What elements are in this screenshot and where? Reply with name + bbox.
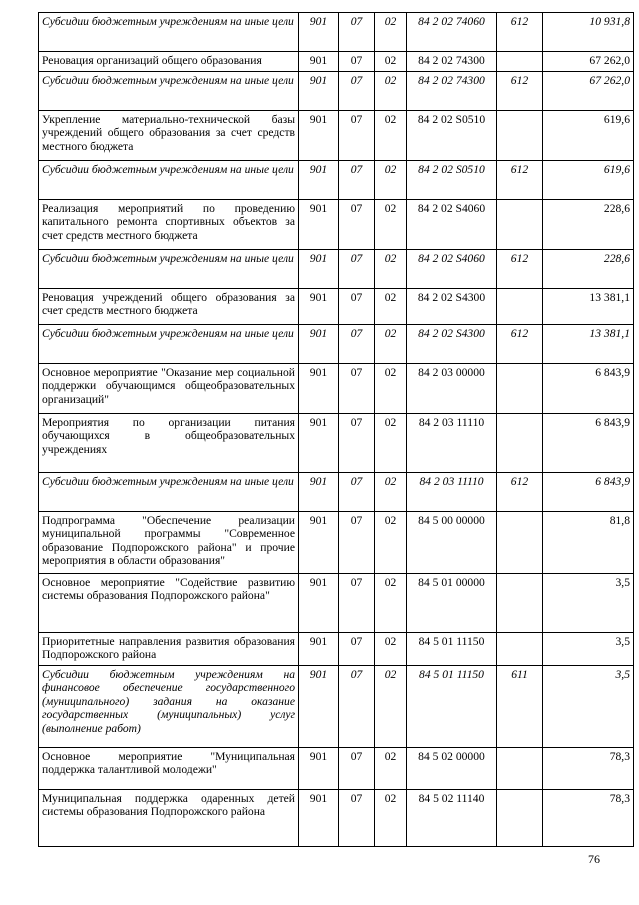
ministry-code: 901 (299, 288, 339, 324)
ministry-code: 901 (299, 789, 339, 846)
ministry-code: 901 (299, 413, 339, 472)
amount: 3,5 (543, 632, 634, 665)
expense-type-code (497, 110, 543, 160)
expense-type-code: 612 (497, 71, 543, 110)
row-name: Подпрограмма "Обеспечение реализации муниципальной программы "Современное образование Подпорожского района" и прочие мероприятия в области образования" (39, 511, 299, 573)
ministry-code: 901 (299, 71, 339, 110)
ministry-code: 901 (299, 747, 339, 789)
target-article-code: 84 2 02 S0510 (407, 160, 497, 199)
ministry-code: 901 (299, 13, 339, 52)
expense-type-code: 612 (497, 13, 543, 52)
section-code: 07 (339, 413, 375, 472)
subsection-code: 02 (375, 52, 407, 72)
subsection-code: 02 (375, 573, 407, 632)
table-row (39, 511, 634, 573)
expense-type-code (497, 413, 543, 472)
ministry-code: 901 (299, 363, 339, 413)
expense-type-code (497, 288, 543, 324)
row-name: Субсидии бюджетным учреждениям на иные цели (39, 249, 299, 288)
amount: 619,6 (543, 110, 634, 160)
amount: 13 381,1 (543, 324, 634, 363)
row-name: Реновация организаций общего образования (39, 52, 299, 72)
table-row (39, 363, 634, 413)
ministry-code: 901 (299, 110, 339, 160)
expense-type-code (497, 632, 543, 665)
expense-type-code (497, 747, 543, 789)
subsection-code: 02 (375, 413, 407, 472)
subsection-code: 02 (375, 789, 407, 846)
subsection-code: 02 (375, 632, 407, 665)
target-article-code: 84 5 01 11150 (407, 665, 497, 747)
expense-type-code (497, 573, 543, 632)
target-article-code: 84 5 02 00000 (407, 747, 497, 789)
amount: 67 262,0 (543, 52, 634, 72)
amount: 6 843,9 (543, 472, 634, 511)
page-number: 76 (588, 852, 600, 866)
expense-type-code (497, 511, 543, 573)
row-name: Основное мероприятие "Муниципальная поддержка талантливой молодежи" (39, 747, 299, 789)
subsection-code: 02 (375, 199, 407, 249)
ministry-code: 901 (299, 472, 339, 511)
table-row (39, 573, 634, 632)
target-article-code: 84 5 01 11150 (407, 632, 497, 665)
row-name: Укрепление материально-технической базы учреждений общего образования за счет средств местного бюджета (39, 110, 299, 160)
amount: 13 381,1 (543, 288, 634, 324)
section-code: 07 (339, 249, 375, 288)
target-article-code: 84 2 02 S4300 (407, 324, 497, 363)
row-name: Основное мероприятие "Оказание мер социальной поддержки обучающимся общеобразовательных организаций" (39, 363, 299, 413)
expense-type-code (497, 363, 543, 413)
ministry-code: 901 (299, 324, 339, 363)
target-article-code: 84 5 02 11140 (407, 789, 497, 846)
section-code: 07 (339, 324, 375, 363)
expense-type-code: 612 (497, 324, 543, 363)
ministry-code: 901 (299, 665, 339, 747)
row-name: Основное мероприятие "Содействие развитию системы образования Подпорожского района" (39, 573, 299, 632)
ministry-code: 901 (299, 632, 339, 665)
target-article-code: 84 2 03 00000 (407, 363, 497, 413)
row-name: Субсидии бюджетным учреждениям на иные цели (39, 324, 299, 363)
subsection-code: 02 (375, 363, 407, 413)
target-article-code: 84 2 02 S0510 (407, 110, 497, 160)
section-code: 07 (339, 665, 375, 747)
expense-type-code: 612 (497, 472, 543, 511)
section-code: 07 (339, 747, 375, 789)
row-name: Мероприятия по организации питания обучающихся в общеобразовательных учреждениях (39, 413, 299, 472)
row-name: Субсидии бюджетным учреждениям на финансовое обеспечение государственного (муниципального) задания на оказание государственных (муниципальных) услуг (выполнение работ) (39, 665, 299, 747)
expense-type-code: 611 (497, 665, 543, 747)
table-row (39, 199, 634, 249)
amount: 228,6 (543, 199, 634, 249)
table-row (39, 110, 634, 160)
amount: 228,6 (543, 249, 634, 288)
amount: 78,3 (543, 747, 634, 789)
row-name: Субсидии бюджетным учреждениям на иные цели (39, 13, 299, 52)
target-article-code: 84 2 02 S4300 (407, 288, 497, 324)
ministry-code: 901 (299, 249, 339, 288)
section-code: 07 (339, 573, 375, 632)
table-row (39, 71, 634, 110)
section-code: 07 (339, 789, 375, 846)
subsection-code: 02 (375, 747, 407, 789)
row-name: Реновация учреждений общего образования за счет средств местного бюджета (39, 288, 299, 324)
table-row (39, 160, 634, 199)
target-article-code: 84 2 02 74060 (407, 13, 497, 52)
amount: 67 262,0 (543, 71, 634, 110)
section-code: 07 (339, 199, 375, 249)
ministry-code: 901 (299, 511, 339, 573)
section-code: 07 (339, 511, 375, 573)
row-name: Муниципальная поддержка одаренных детей системы образования Подпорожского района (39, 789, 299, 846)
row-name: Приоритетные направления развития образования Подпорожского района (39, 632, 299, 665)
section-code: 07 (339, 52, 375, 72)
ministry-code: 901 (299, 160, 339, 199)
ministry-code: 901 (299, 199, 339, 249)
section-code: 07 (339, 632, 375, 665)
subsection-code: 02 (375, 511, 407, 573)
subsection-code: 02 (375, 160, 407, 199)
table-row (39, 632, 634, 665)
subsection-code: 02 (375, 249, 407, 288)
subsection-code: 02 (375, 324, 407, 363)
row-name: Субсидии бюджетным учреждениям на иные цели (39, 160, 299, 199)
expense-type-code: 612 (497, 249, 543, 288)
amount: 10 931,8 (543, 13, 634, 52)
ministry-code: 901 (299, 573, 339, 632)
expense-type-code: 612 (497, 160, 543, 199)
target-article-code: 84 2 03 11110 (407, 472, 497, 511)
table-row (39, 324, 634, 363)
amount: 81,8 (543, 511, 634, 573)
table-row (39, 13, 634, 52)
section-code: 07 (339, 110, 375, 160)
target-article-code: 84 2 02 S4060 (407, 199, 497, 249)
subsection-code: 02 (375, 13, 407, 52)
table-row (39, 288, 634, 324)
expense-type-code (497, 52, 543, 72)
target-article-code: 84 5 00 00000 (407, 511, 497, 573)
row-name: Реализация мероприятий по проведению капитального ремонта спортивных объектов за счет средств местного бюджета (39, 199, 299, 249)
expense-type-code (497, 199, 543, 249)
expense-type-code (497, 789, 543, 846)
section-code: 07 (339, 71, 375, 110)
table-row (39, 789, 634, 846)
target-article-code: 84 2 02 74300 (407, 71, 497, 110)
subsection-code: 02 (375, 472, 407, 511)
table-row (39, 52, 634, 72)
table-row (39, 472, 634, 511)
amount: 3,5 (543, 573, 634, 632)
amount: 78,3 (543, 789, 634, 846)
budget-table-body (39, 13, 634, 847)
target-article-code: 84 2 02 S4060 (407, 249, 497, 288)
budget-table (38, 12, 634, 847)
table-row (39, 747, 634, 789)
ministry-code: 901 (299, 52, 339, 72)
section-code: 07 (339, 13, 375, 52)
section-code: 07 (339, 288, 375, 324)
amount: 619,6 (543, 160, 634, 199)
table-row (39, 249, 634, 288)
section-code: 07 (339, 160, 375, 199)
row-name: Субсидии бюджетным учреждениям на иные цели (39, 71, 299, 110)
section-code: 07 (339, 472, 375, 511)
target-article-code: 84 5 01 00000 (407, 573, 497, 632)
amount: 3,5 (543, 665, 634, 747)
subsection-code: 02 (375, 110, 407, 160)
amount: 6 843,9 (543, 363, 634, 413)
amount: 6 843,9 (543, 413, 634, 472)
row-name: Субсидии бюджетным учреждениям на иные цели (39, 472, 299, 511)
target-article-code: 84 2 02 74300 (407, 52, 497, 72)
subsection-code: 02 (375, 665, 407, 747)
table-row (39, 665, 634, 747)
subsection-code: 02 (375, 71, 407, 110)
target-article-code: 84 2 03 11110 (407, 413, 497, 472)
subsection-code: 02 (375, 288, 407, 324)
section-code: 07 (339, 363, 375, 413)
table-row (39, 413, 634, 472)
